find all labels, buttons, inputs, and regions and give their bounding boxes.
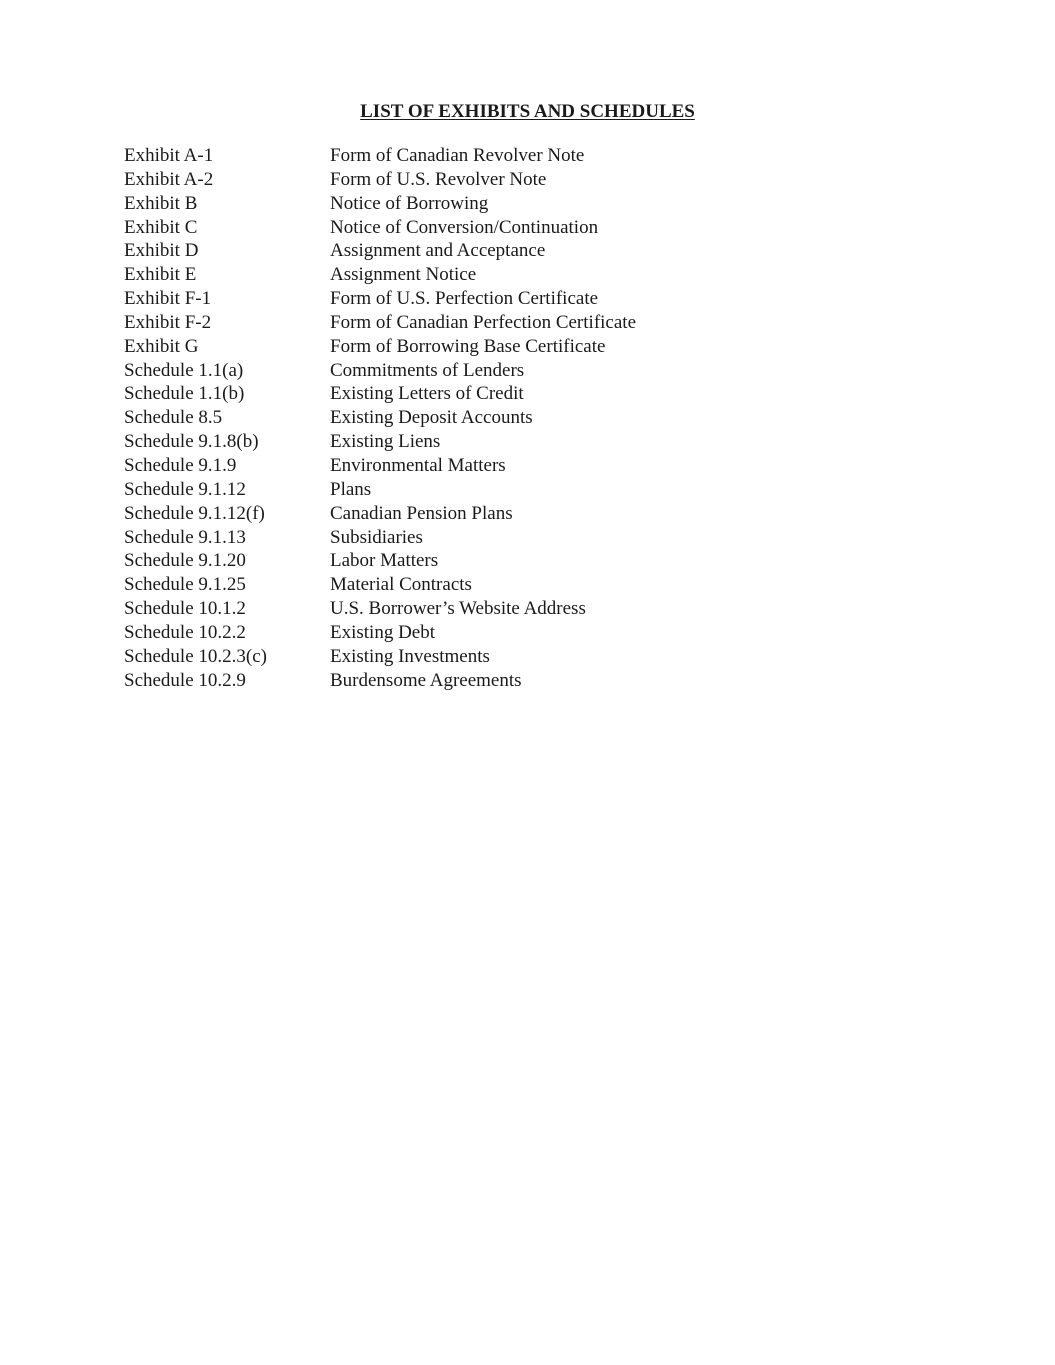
list-item [124,526,636,550]
entry-description: Form of Canadian Revolver Note [330,145,585,166]
entry-reference: Schedule 9.1.25 [124,574,246,596]
entry-description: Existing Deposit Accounts [330,407,533,429]
exhibits-schedules-list [124,144,636,692]
entry-reference: Exhibit D [124,240,199,262]
entry-reference: Exhibit G [124,335,199,357]
list-item [124,216,636,240]
entry-reference: Schedule 1.1(b) [124,383,245,405]
entry-reference: Schedule 9.1.8(b) [124,431,259,453]
entry-description: Form of U.S. Perfection Certificate [330,288,599,310]
list-item [124,382,636,406]
entry-description: Labor Matters [330,550,439,572]
entry-description: Form of Borrowing Base Certificate [330,335,606,357]
entry-description: Existing Liens [330,431,441,453]
list-item [124,454,636,478]
list-item [124,192,636,216]
list-item [124,263,636,287]
entry-description: U.S. Borrower’s Website Address [330,598,586,620]
list-item [124,311,636,335]
entry-reference: Exhibit B [124,192,198,214]
entry-description: Burdensome Agreements [330,669,522,691]
entry-reference: Exhibit E [124,264,197,286]
entry-reference: Schedule 9.1.12(f) [124,502,265,524]
list-item [124,645,636,669]
entry-description: Plans [330,478,372,500]
entry-description: Commitments of Lenders [330,359,525,381]
list-item [124,621,636,645]
entry-reference: Exhibit A-1 [124,145,214,166]
list-item [124,335,636,359]
list-item [124,549,636,573]
entry-description: Form of Canadian Perfection Certificate [330,311,637,333]
entry-description: Form of U.S. Revolver Note [330,168,547,190]
list-item [124,239,636,263]
list-item [124,597,636,621]
entry-description: Assignment Notice [330,264,477,286]
entry-reference: Schedule 10.2.3(c) [124,645,267,667]
entry-description: Notice of Borrowing [330,192,489,214]
entry-description: Existing Investments [330,645,490,667]
entry-reference: Schedule 9.1.12 [124,478,246,500]
list-item [124,573,636,597]
entry-description: Existing Debt [330,621,436,643]
entry-reference: Schedule 9.1.20 [124,550,246,572]
entry-reference: Schedule 9.1.9 [124,454,237,476]
list-item [124,669,636,693]
entry-reference: Schedule 10.2.2 [124,621,246,643]
list-item [124,478,636,502]
entry-reference: Schedule 8.5 [124,407,223,429]
entry-description: Environmental Matters [330,454,506,476]
entry-description: Material Contracts [330,574,472,596]
entry-description: Notice of Conversion/Continuation [330,216,599,238]
entry-description: Existing Letters of Credit [330,383,524,405]
entry-reference: Schedule 9.1.13 [124,526,246,548]
entry-reference: Exhibit F-1 [124,288,212,310]
entry-reference: Schedule 10.2.9 [124,669,246,691]
entry-description: Assignment and Acceptance [330,240,546,262]
list-item [124,144,636,168]
entry-reference: Schedule 10.1.2 [124,598,246,620]
page-title: LIST OF EXHIBITS AND SCHEDULES [360,101,695,122]
list-item [124,168,636,192]
entry-reference: Exhibit C [124,216,198,238]
entry-reference: Schedule 1.1(a) [124,359,244,381]
list-item [124,406,636,430]
list-item [124,502,636,526]
entry-reference: Exhibit A-2 [124,168,214,190]
list-item [124,430,636,454]
entry-reference: Exhibit F-2 [124,311,212,333]
list-item [124,287,636,311]
entry-description: Subsidiaries [330,526,423,548]
entry-description: Canadian Pension Plans [330,502,513,524]
list-item [124,359,636,383]
